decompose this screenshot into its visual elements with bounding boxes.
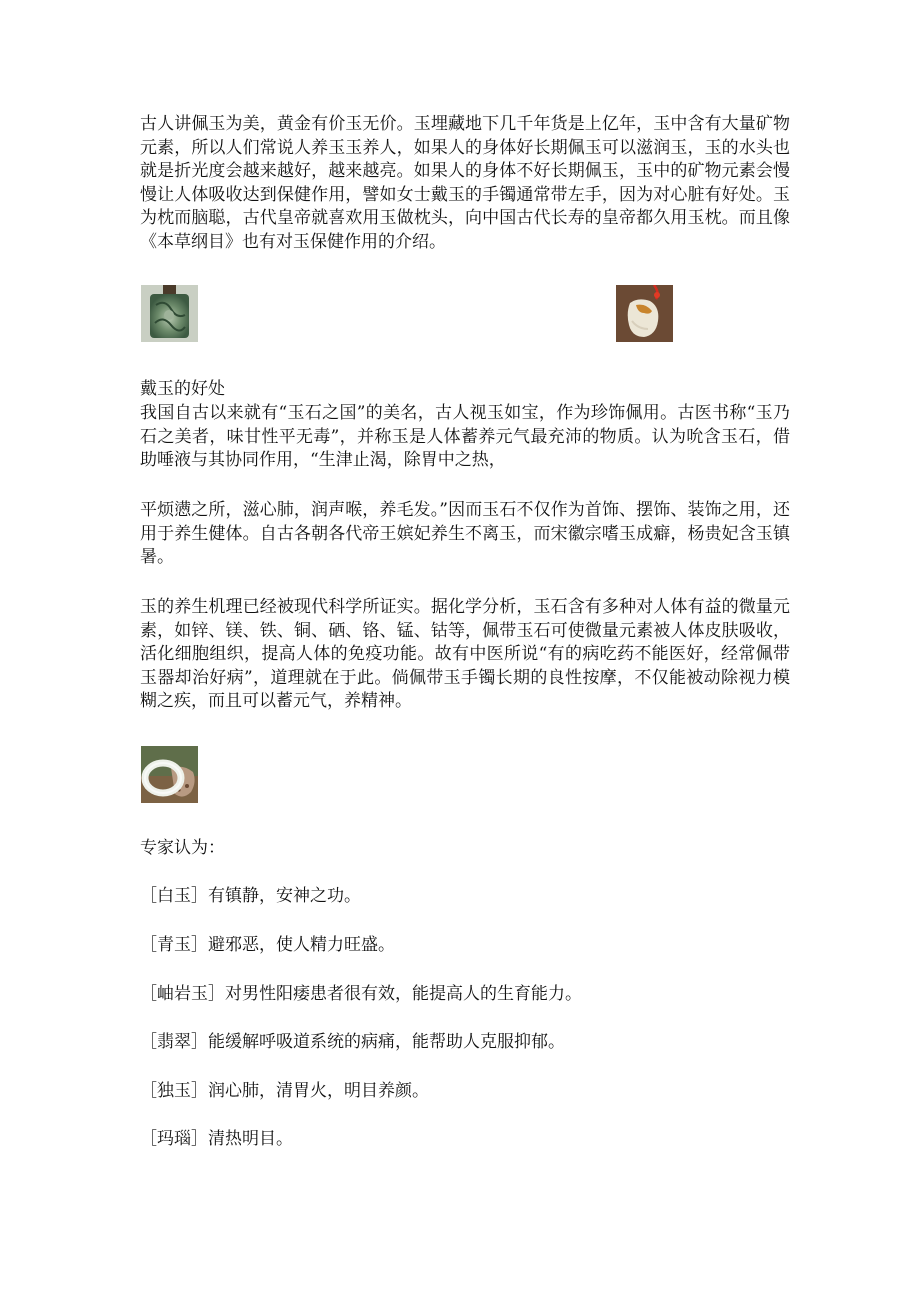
jade-effect: 对男性阳痿患者很有效，能提高人的生育能力。 — [225, 984, 582, 1004]
jade-item-xiuyanyu — [140, 983, 790, 1007]
jade-effect: 避邪恶，使人精力旺盛。 — [208, 935, 395, 955]
jade-item-manao — [140, 1128, 790, 1152]
jade-effect: 有镇静，安神之功。 — [208, 886, 361, 906]
jade-name: ［白玉］ — [140, 886, 208, 906]
jade-name: ［玛瑙］ — [140, 1129, 208, 1149]
jade-item-qingyu — [140, 934, 790, 958]
jade-bangle-image — [141, 746, 198, 803]
jade-name: ［翡翠］ — [140, 1032, 208, 1052]
jade-item-baiyu — [140, 885, 790, 909]
jade-effect: 清热明目。 — [208, 1129, 293, 1149]
benefits-paragraph-part-1: 我国自古以来就有“玉石之国”的美名，古人视玉如宝，作为珍饰佩用。古医书称“玉乃石之美者，味甘性平无毒”，并称玉是人体蓄养元气最充沛的物质。认为吮含玉石，借助唾液与其协同作用，“生津止渴，除胃中之热， — [140, 403, 790, 470]
science-paragraph: 玉的养生机理已经被现代科学所证实。据化学分析，玉石含有多种对人体有益的微量元素，如锌、镁、铁、铜、硒、铬、锰、钴等，佩带玉石可使微量元素被人体皮肤吸收，活化细胞组织，提高人体的免疫功能。故有中医所说“有的病吃药不能医好，经常佩带玉器却治好病”，道理就在于此。倘佩带玉手镯长期的良性按摩，不仅能被动除视力模糊之疾，而且可以蓄元气，养精神。 — [140, 597, 790, 711]
jade-item-feicui — [140, 1031, 790, 1055]
experts-intro: 专家认为： — [140, 838, 225, 858]
white-jade-carving-image — [616, 285, 673, 342]
benefits-paragraph-part-2: 平烦懑之所，滋心肺，润声喉，养毛发。”因而玉石不仅作为首饰、摆饰、装饰之用，还用于养生健体。自古各朝各代帝王嫔妃养生不离玉，而宋徽宗嗜玉成癖，杨贵妃含玉镇暑。 — [140, 500, 790, 567]
jade-name: ［青玉］ — [140, 935, 208, 955]
intro-paragraph: 古人讲佩玉为美，黄金有价玉无价。玉埋藏地下几千年货是上亿年，玉中含有大量矿物元素，所以人们常说人养玉玉养人，如果人的身体好长期佩玉可以滋润玉，玉的水头也就是折光度会越来越好，越来越亮。如果人的身体不好长期佩玉，玉中的矿物元素会慢慢让人体吸收达到保健作用，譬如女士戴玉的手镯通常带左手，因为对心脏有好处。玉为枕而脑聪，古代皇帝就喜欢用玉做枕头，向中国古代长寿的皇帝都久用玉枕。而且像《本草纲目》也有对玉保健作用的介绍。 — [140, 114, 790, 252]
jade-effect: 润心肺，清胃火，明目养颜。 — [208, 1081, 429, 1101]
jade-effect: 能缓解呼吸道系统的病痛，能帮助人克服抑郁。 — [208, 1032, 565, 1052]
section-title: 戴玉的好处 — [140, 379, 225, 399]
jade-name: ［独玉］ — [140, 1081, 208, 1101]
green-jade-pendant-image — [141, 285, 198, 342]
jade-name: ［岫岩玉］ — [140, 984, 225, 1004]
jade-item-duyu — [140, 1080, 790, 1104]
